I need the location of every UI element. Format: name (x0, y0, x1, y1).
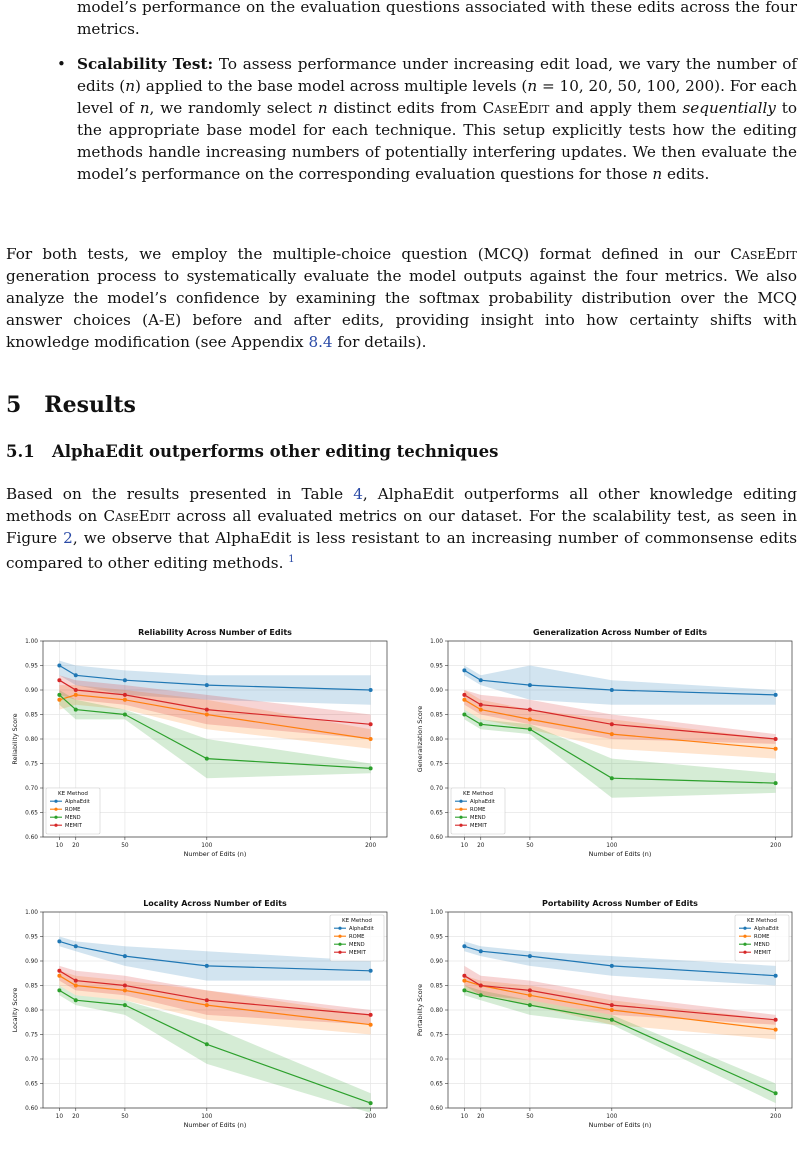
chart-portability (410, 898, 800, 1138)
data-point-memit (528, 988, 532, 992)
res-t4: , we observe that AlphaEdit is less resistant to an increasing number of commonsense edits compared to other editing methods. (6, 529, 797, 573)
both-t3: for details). (332, 333, 427, 351)
legend-label: ROME (470, 807, 486, 813)
legend-swatch-marker (54, 800, 57, 803)
data-point-alphaedit (528, 683, 532, 687)
y-tick-label: 1.00 (25, 639, 38, 646)
y-tick-label: 0.75 (430, 761, 443, 768)
data-point-alphaedit (462, 944, 466, 948)
scal-t3: = 10, 20, 50, 100, 200). For each level of (77, 77, 798, 117)
data-point-rome (479, 708, 483, 712)
x-tick-label: 20 (72, 1114, 80, 1120)
legend-swatch-marker (338, 943, 341, 946)
legend-swatch-marker (54, 824, 57, 827)
scal-t1: To assess performance under increasing edit load, we vary the number of edits ( (77, 55, 797, 95)
x-tick-label: 200 (770, 843, 782, 849)
data-point-mend (205, 757, 209, 761)
scal-n5: n (652, 165, 663, 183)
y-tick-label: 0.85 (25, 983, 38, 990)
section-heading (6, 392, 136, 418)
y-tick-label: 0.90 (430, 688, 443, 695)
legend-swatch-marker (743, 927, 746, 930)
data-point-mend (123, 1003, 127, 1007)
y-tick-label: 0.65 (25, 810, 38, 817)
scalability-lead: Scalability Test: (77, 55, 214, 73)
data-point-memit (610, 1003, 614, 1007)
y-axis-label: Locality Score (11, 987, 19, 1033)
data-point-rome (74, 984, 78, 988)
y-tick-label: 0.65 (25, 1081, 38, 1088)
y-tick-label: 0.80 (430, 1008, 443, 1015)
y-tick-label: 0.95 (25, 934, 38, 941)
subsection-heading (6, 442, 498, 461)
both-t1: For both tests, we employ the multiple-choice question (MCQ) format defined in our (6, 245, 731, 263)
scal-t7: to the appropriate base model for each technique. This setup explicitly tests how the editing methods handle increasing numbers of potentially interfering updates. We then evaluate the model’s performance on the corresponding evaluation questions for those (77, 99, 797, 183)
x-axis-label: Number of Edits (n) (588, 1121, 652, 1129)
legend-label: MEMIT (470, 823, 487, 829)
legend-swatch-marker (743, 943, 746, 946)
legend-label: MEMIT (754, 950, 771, 956)
data-point-memit (774, 737, 778, 741)
chart-generalization-svg (410, 627, 800, 867)
data-point-rome (123, 698, 127, 702)
data-point-alphaedit (74, 944, 78, 948)
data-point-memit (123, 693, 127, 697)
data-point-rome (57, 698, 61, 702)
data-point-alphaedit (123, 954, 127, 958)
scal-caseedit: CaseEdit (482, 99, 550, 117)
y-tick-label: 0.70 (25, 786, 38, 793)
data-point-mend (205, 1042, 209, 1046)
data-point-alphaedit (462, 668, 466, 672)
data-point-alphaedit (205, 683, 209, 687)
legend-swatch-marker (338, 927, 341, 930)
legend-swatch-marker (338, 935, 341, 938)
chart-reliability (5, 627, 395, 867)
data-point-rome (462, 979, 466, 983)
x-tick-label: 10 (460, 1114, 469, 1120)
y-tick-label: 0.60 (25, 835, 38, 842)
x-tick-label: 50 (121, 1114, 129, 1120)
y-tick-label: 0.95 (430, 934, 443, 941)
y-tick-label: 0.70 (430, 786, 443, 793)
y-tick-label: 0.85 (430, 983, 443, 990)
data-point-memit (74, 688, 78, 692)
bullet-dot: • (57, 55, 66, 73)
legend-swatch-marker (338, 951, 341, 954)
data-point-mend (479, 993, 483, 997)
data-point-alphaedit (610, 688, 614, 692)
data-point-rome (774, 1028, 778, 1032)
data-point-memit (205, 708, 209, 712)
x-tick-label: 10 (55, 1114, 64, 1120)
res-caseedit: CaseEdit (103, 507, 171, 525)
y-tick-label: 0.85 (430, 712, 443, 719)
data-point-memit (74, 979, 78, 983)
res-t3: across all evaluated metrics on our dataset. For the scalability test, as seen in Figure (6, 507, 797, 547)
y-axis-label: Portability Score (416, 983, 424, 1037)
y-tick-label: 0.95 (430, 663, 443, 670)
legend-title: KE Method (747, 918, 777, 924)
y-tick-label: 0.80 (25, 737, 38, 744)
data-point-rome (528, 717, 532, 721)
chart-title: Generalization Across Number of Edits (532, 628, 708, 637)
x-tick-label: 50 (526, 843, 534, 849)
scal-n3: n (139, 99, 150, 117)
legend-swatch-marker (459, 824, 462, 827)
chart-generalization (410, 627, 800, 867)
x-tick-label: 100 (201, 843, 213, 849)
y-tick-label: 0.90 (25, 959, 38, 966)
data-point-rome (610, 1008, 614, 1012)
y-tick-label: 0.70 (25, 1057, 38, 1064)
legend-label: AlphaEdit (470, 799, 495, 805)
x-tick-label: 100 (606, 843, 618, 849)
data-point-mend (528, 727, 532, 731)
chart-locality (5, 898, 395, 1138)
legend-label: MEMIT (65, 823, 82, 829)
legend-title: KE Method (58, 791, 88, 797)
x-tick-label: 50 (121, 843, 129, 849)
para-both-tests (6, 243, 797, 353)
scal-t8: edits. (662, 165, 710, 183)
data-point-rome (369, 737, 373, 741)
data-point-mend (369, 1101, 373, 1105)
data-point-rome (205, 1003, 209, 1007)
scal-n4: n (317, 99, 328, 117)
data-point-mend (462, 988, 466, 992)
data-point-rome (74, 693, 78, 697)
legend-swatch-marker (54, 808, 57, 811)
scal-t5: distinct edits from (327, 99, 483, 117)
data-point-alphaedit (774, 974, 778, 978)
y-tick-label: 1.00 (25, 910, 38, 917)
data-point-memit (479, 703, 483, 707)
y-tick-label: 0.80 (430, 737, 443, 744)
data-point-mend (774, 781, 778, 785)
data-point-mend (528, 1003, 532, 1007)
y-tick-label: 0.75 (25, 761, 38, 768)
legend-label: MEMIT (349, 950, 366, 956)
data-point-mend (479, 722, 483, 726)
data-point-mend (123, 713, 127, 717)
data-point-alphaedit (57, 664, 61, 668)
bullet-continuation (77, 0, 797, 40)
y-axis-label: Reliability Score (11, 713, 19, 765)
section-number: 5 (6, 392, 22, 418)
legend-label: AlphaEdit (754, 926, 779, 932)
legend-label: AlphaEdit (65, 799, 90, 805)
y-tick-label: 0.60 (430, 835, 443, 842)
scal-n2: n (527, 77, 538, 95)
x-tick-label: 100 (606, 1114, 618, 1120)
x-axis-label: Number of Edits (n) (183, 1121, 247, 1129)
data-point-mend (57, 988, 61, 992)
data-point-memit (610, 722, 614, 726)
table-ref-link[interactable]: 4 (353, 485, 363, 503)
subsection-title: AlphaEdit outperforms other editing techniques (51, 442, 499, 461)
legend-swatch-marker (54, 816, 57, 819)
data-point-mend (74, 708, 78, 712)
scal-t2: ) applied to the base model across multiple levels ( (135, 77, 528, 95)
x-tick-label: 200 (770, 1114, 782, 1120)
data-point-alphaedit (369, 688, 373, 692)
appendix-ref-link[interactable]: 8.4 (308, 333, 333, 351)
data-point-mend (57, 693, 61, 697)
data-point-memit (369, 1013, 373, 1017)
data-point-rome (205, 713, 209, 717)
x-tick-label: 50 (526, 1114, 534, 1120)
data-point-alphaedit (205, 964, 209, 968)
legend-swatch-marker (459, 816, 462, 819)
data-point-rome (57, 974, 61, 978)
legend-swatch-marker (743, 951, 746, 954)
data-point-alphaedit (479, 678, 483, 682)
data-point-alphaedit (57, 939, 61, 943)
data-point-memit (123, 984, 127, 988)
y-tick-label: 0.90 (430, 959, 443, 966)
x-tick-label: 200 (365, 1114, 377, 1120)
data-point-memit (369, 722, 373, 726)
legend-label: ROME (349, 934, 365, 940)
legend-swatch-marker (743, 935, 746, 938)
y-tick-label: 0.65 (430, 1081, 443, 1088)
x-tick-label: 20 (477, 843, 485, 849)
data-point-mend (610, 776, 614, 780)
y-tick-label: 0.60 (25, 1106, 38, 1113)
data-point-memit (462, 693, 466, 697)
legend-label: MEND (349, 942, 365, 948)
legend-label: ROME (65, 807, 81, 813)
data-point-memit (774, 1018, 778, 1022)
scal-n1: n (125, 77, 136, 95)
data-point-mend (610, 1018, 614, 1022)
res-t1: Based on the results presented in Table (6, 485, 354, 503)
legend-label: MEND (754, 942, 770, 948)
data-point-alphaedit (528, 954, 532, 958)
x-tick-label: 10 (55, 843, 64, 849)
y-tick-label: 0.70 (430, 1057, 443, 1064)
data-point-alphaedit (74, 673, 78, 677)
data-point-rome (610, 732, 614, 736)
y-tick-label: 0.75 (430, 1032, 443, 1039)
legend-label: MEND (65, 815, 81, 821)
data-point-memit (528, 708, 532, 712)
data-point-memit (462, 974, 466, 978)
data-point-mend (462, 713, 466, 717)
data-point-mend (774, 1091, 778, 1095)
chart-title: Reliability Across Number of Edits (138, 628, 292, 637)
data-point-alphaedit (369, 969, 373, 973)
y-tick-label: 1.00 (430, 639, 443, 646)
legend-label: MEND (470, 815, 486, 821)
y-tick-label: 0.80 (25, 1008, 38, 1015)
data-point-alphaedit (123, 678, 127, 682)
legend-label: ROME (754, 934, 770, 940)
y-tick-label: 0.95 (25, 663, 38, 670)
x-tick-label: 10 (460, 843, 469, 849)
x-tick-label: 100 (201, 1114, 213, 1120)
data-point-memit (57, 678, 61, 682)
figure-ref-link[interactable]: 2 (63, 529, 73, 547)
data-point-rome (123, 988, 127, 992)
data-point-mend (74, 998, 78, 1002)
scal-t6: and apply them (549, 99, 683, 117)
y-axis-label: Generalization Score (416, 705, 424, 773)
scal-seq: sequentially (682, 99, 776, 117)
x-axis-label: Number of Edits (n) (183, 850, 247, 858)
footnote-marker[interactable]: 1 (288, 554, 295, 565)
chart-locality-svg (5, 898, 395, 1138)
scalability-bullet (57, 53, 798, 185)
legend-label: AlphaEdit (349, 926, 374, 932)
subsection-number: 5.1 (6, 442, 35, 461)
data-point-alphaedit (610, 964, 614, 968)
legend-swatch-marker (459, 808, 462, 811)
y-tick-label: 0.65 (430, 810, 443, 817)
y-tick-label: 0.90 (25, 688, 38, 695)
scal-t4: , we randomly select (149, 99, 318, 117)
data-point-alphaedit (479, 949, 483, 953)
both-caseedit: CaseEdit (730, 245, 797, 263)
para-results (6, 483, 797, 574)
x-tick-label: 200 (365, 843, 377, 849)
data-point-memit (205, 998, 209, 1002)
section-title: Results (44, 392, 136, 418)
res-t2: , AlphaEdit outperforms all other knowledge editing methods on (6, 485, 797, 525)
data-point-rome (774, 747, 778, 751)
chart-reliability-svg (5, 627, 395, 867)
chart-portability-svg (410, 898, 800, 1138)
data-point-rome (462, 698, 466, 702)
y-tick-label: 0.60 (430, 1106, 443, 1113)
bullet-continuation-text: model’s performance on the evaluation questions associated with these edits across the four metrics. (77, 0, 797, 38)
data-point-memit (57, 969, 61, 973)
data-point-alphaedit (774, 693, 778, 697)
data-point-mend (369, 766, 373, 770)
x-tick-label: 20 (477, 1114, 485, 1120)
chart-title: Portability Across Number of Edits (542, 899, 698, 908)
chart-title: Locality Across Number of Edits (143, 899, 287, 908)
y-tick-label: 1.00 (430, 910, 443, 917)
y-tick-label: 0.75 (25, 1032, 38, 1039)
legend-swatch-marker (459, 800, 462, 803)
both-t2: generation process to systematically evaluate the model outputs against the four metrics. We also analyze the model’s confidence by examining the softmax probability distribution over the MCQ answer choices (A-E) before and after edits, providing insight into how certainty shifts with knowledge modification (see Appendix (6, 267, 797, 351)
data-point-memit (479, 984, 483, 988)
x-axis-label: Number of Edits (n) (588, 850, 652, 858)
data-point-rome (369, 1023, 373, 1027)
data-point-rome (528, 993, 532, 997)
legend-title: KE Method (342, 918, 372, 924)
x-tick-label: 20 (72, 843, 80, 849)
legend-title: KE Method (463, 791, 493, 797)
y-tick-label: 0.85 (25, 712, 38, 719)
